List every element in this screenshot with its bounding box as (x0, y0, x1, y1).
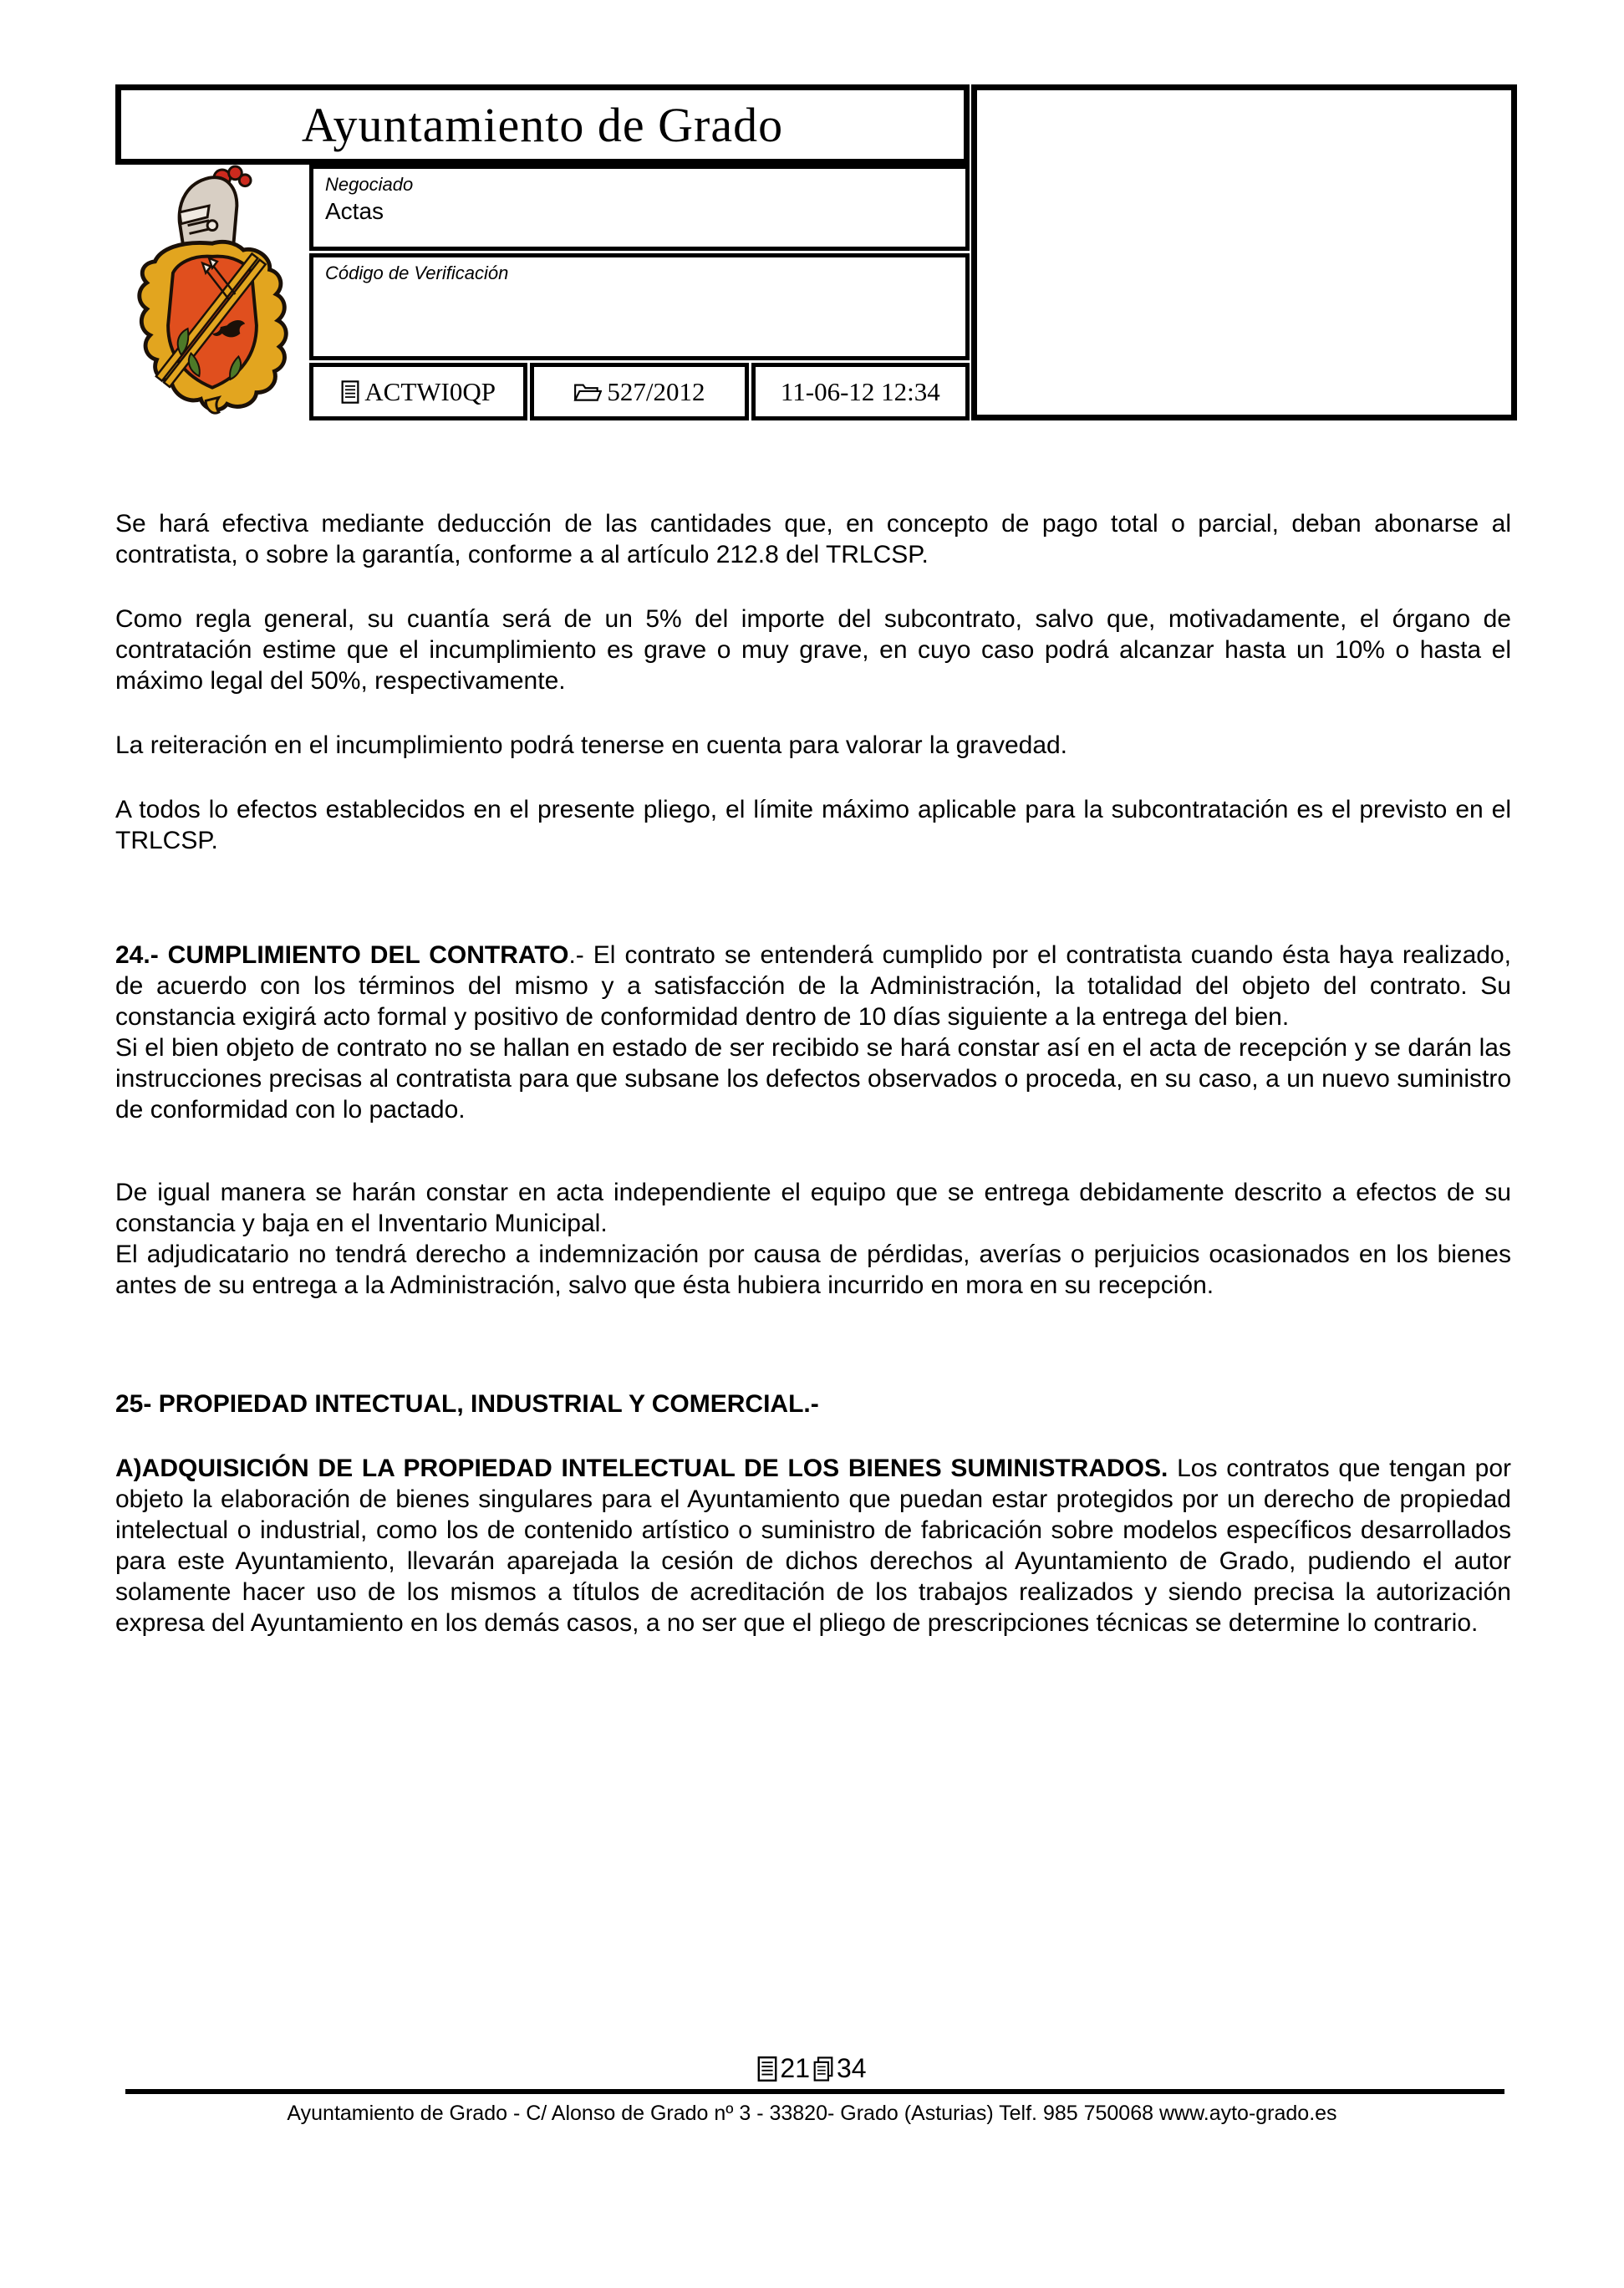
header-fields (309, 165, 970, 420)
paragraph: La reiteración en el incumplimiento podrá tenerse en cuenta para valorar la gravedad. (115, 731, 1068, 759)
datetime-cell (751, 363, 970, 420)
verification-code-label: Código de Verificación (325, 262, 509, 283)
footer-divider (125, 2089, 1504, 2094)
document-body (115, 508, 1511, 1638)
paragraph: Se hará efectiva mediante deducción de las cantidades que, en concepto de pago total o parcial, deban abonarse al contratista, o sobre la garantía, conforme a al artículo 212.8 del TRLCSP. (115, 510, 1511, 568)
page-icon (757, 2056, 777, 2082)
paragraph: Si el bien objeto de contrato no se hallan en estado de ser recibido se hará constar así en el acta de recepción y se darán las instrucciones precisas al contratista para que subsane los defectos observados o proceda, en su caso, a un nuevo suministro de conformidad con lo pactado. (115, 1034, 1511, 1124)
negociado-cell (309, 165, 970, 251)
pages-icon (812, 2056, 834, 2082)
file-number: 527/2012 (607, 376, 705, 406)
page-title: Ayuntamiento de Grado (301, 97, 784, 152)
negociado-value: Actas (325, 198, 384, 224)
header-meta-row (309, 363, 970, 420)
paragraph: El adjudicatario no tendrá derecho a indemnización por causa de pérdidas, averías o perjuicios ocasionados en los bienes antes de su entrega a la Administración, salvo que ésta hubiera incurrido en mora en su recepción. (115, 1241, 1511, 1299)
doc-code: ACTWI0QP (364, 376, 496, 406)
section-24-paragraph: 24.- CUMPLIMIENTO DEL CONTRATO.- El contrato se entenderá cumplido por el contratista cuando ésta haya realizado, de acuerdo con los términos del mismo y a satisfacción de la Administración, la totalidad del objeto del contrato. Su constancia exigirá acto formal y positivo de conformidad dentro de 10 días siguiente a la entrega del bien. (115, 941, 1511, 1031)
coat-of-arms (130, 165, 294, 420)
folder-icon (573, 381, 602, 403)
paragraph: De igual manera se harán constar en acta independiente el equipo que se entrega debidamente descrito a efectos de su constancia y baja en el Inventario Municipal. (115, 1179, 1511, 1237)
paragraph: Como regla general, su cuantía será de un 5% del importe del subcontrato, salvo que, motivadamente, el órgano de contratación estime que el incumplimiento es grave o muy grave, en cuyo caso podrá alcanzar hasta un 10% o hasta el máximo legal del 50%, respectivamente. (115, 605, 1511, 695)
paragraph: A todos lo efectos establecidos en el presente pliego, el límite máximo aplicable para la subcontratación es el previsto en el TRLCSP. (115, 796, 1511, 854)
negociado-label: Negociado (325, 174, 414, 195)
verification-code-cell (309, 253, 970, 360)
page-indicator (0, 2053, 1624, 2084)
logo-column (115, 165, 309, 420)
doc-code-cell (309, 363, 527, 420)
document-header (115, 84, 1517, 420)
header-left-block (115, 84, 970, 420)
file-number-cell (530, 363, 748, 420)
section-25a-heading: A)ADQUISICIÓN DE LA PROPIEDAD INTELECTUAL DE LOS BIENES SUMINISTRADOS. (115, 1455, 1168, 1482)
document-icon (341, 380, 359, 405)
section-25-heading: 25- PROPIEDAD INTECTUAL, INDUSTRIAL Y COMERCIAL.- (115, 1390, 819, 1418)
page-total: 34 (837, 2053, 867, 2083)
footer-address: Ayuntamiento de Grado - C/ Alonso de Grado nº 3 - 33820- Grado (Asturias) Telf. 985 750068 www.ayto-grado.es (287, 2102, 1337, 2125)
section-24-heading: 24.- CUMPLIMIENTO DEL CONTRATO (115, 941, 569, 969)
page-current: 21 (780, 2053, 810, 2083)
datetime: 11-06-12 12:34 (780, 376, 940, 406)
title-box (115, 84, 970, 165)
section-25a-paragraph: A)ADQUISICIÓN DE LA PROPIEDAD INTELECTUAL DE LOS BIENES SUMINISTRADOS. Los contratos que tengan por objeto la elaboración de bienes singulares para el Ayuntamiento que puedan estar protegidos por un derecho de propiedad intelectual o industrial, como los de contenido artístico o suministro de fabricación sobre modelos específicos desarrollados para este Ayuntamiento, llevarán aparejada la cesión de dichos derechos al Ayuntamiento de Grado, pudiendo el autor solamente hacer uso de los mismos a títulos de acreditación de los trabajos realizados y siendo precisa la autorización expresa del Ayuntamiento en los demás casos, a no ser que el pliego de prescripciones técnicas se determine lo contrario. (115, 1455, 1511, 1637)
header-empty-box (971, 84, 1517, 420)
header-left-bottom (115, 165, 970, 420)
